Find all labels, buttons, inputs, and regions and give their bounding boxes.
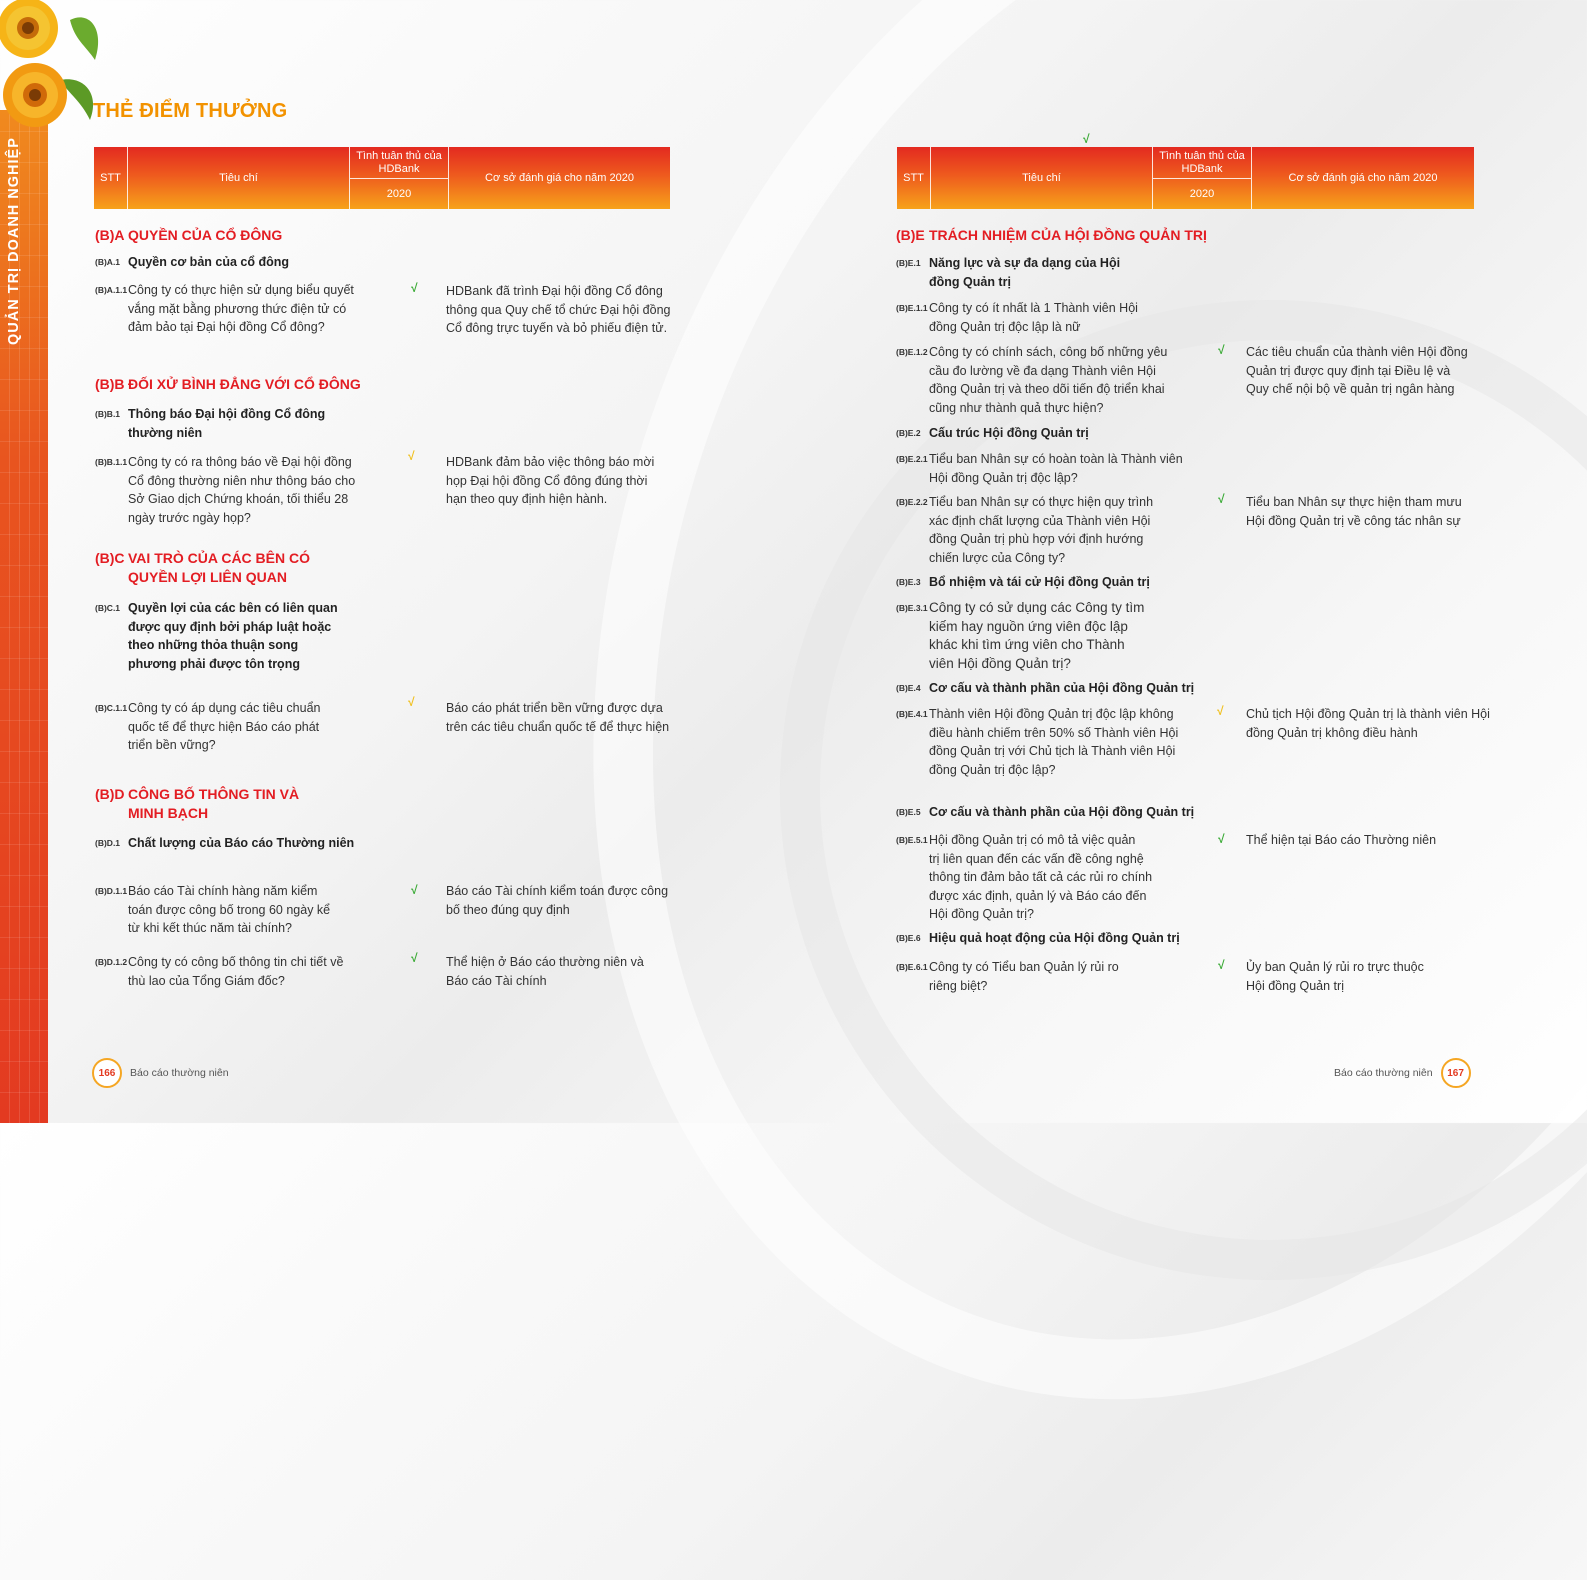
section-title: TRÁCH NHIỆM CỦA HỘI ĐỒNG QUẢN TRỊ <box>929 227 1207 243</box>
criteria-text: đồng Quản trị và theo dõi tiến độ triển khai <box>929 382 1165 396</box>
section-code: (B)D <box>95 786 125 802</box>
basis-line: Ủy ban Quản lý rủi ro trực thuộc <box>1246 960 1424 974</box>
criteria-code: (B)D.1 <box>95 838 121 848</box>
basis-line: họp Đại hội đồng Cổ đông đúng thời <box>446 473 648 488</box>
criteria-text: đồng Quản trị phù hợp với định hướng <box>929 532 1144 546</box>
criteria-code: (B)A.1 <box>95 257 121 267</box>
criteria-text: phương phải được tôn trọng <box>128 656 300 671</box>
basis-text <box>446 282 671 338</box>
criteria-text: Bổ nhiệm và tái cử Hội đồng Quản trị <box>929 575 1150 589</box>
header-compliance-label: Tình tuân thủ của HDBank <box>1153 147 1251 179</box>
basis-text <box>1246 705 1490 742</box>
criteria-code: (B)E.5.1 <box>896 835 928 845</box>
criteria-text: Cơ cấu và thành phần của Hội đồng Quản trị <box>929 681 1195 695</box>
criteria-text: cầu đo lường về đa dạng Thành viên Hội <box>929 363 1156 378</box>
criteria-code: (B)E.2 <box>896 428 921 438</box>
criteria-code: (B)E.2.2 <box>896 497 928 507</box>
section-title: MINH BẠCH <box>128 805 209 821</box>
criteria-code: (B)E.1 <box>896 258 921 268</box>
basis-line: Cổ đông trực tuyến và bỏ phiếu điện tử. <box>446 321 668 335</box>
page-title: THẺ ĐIỂM THƯỞNG <box>93 100 288 122</box>
criteria-text: Hiệu quả hoạt động của Hội đồng Quản trị <box>929 931 1180 945</box>
criteria-text: Quyền lợi của các bên có liên quan <box>128 601 338 615</box>
criteria-text: Hội đồng Quản trị độc lập? <box>929 470 1078 485</box>
criteria-code: (B)A.1.1 <box>95 285 128 295</box>
basis-text <box>446 882 668 919</box>
criteria-text: đồng Quản trị độc lập? <box>929 762 1056 777</box>
header-basis: Cơ sở đánh giá cho năm 2020 <box>485 172 634 184</box>
criteria-text: được quy định bởi pháp luật hoặc <box>128 619 332 634</box>
criteria-text: vắng mặt bằng phương thức điện tử có <box>128 301 347 316</box>
criteria-text: từ khi kết thúc năm tài chính? <box>128 921 293 935</box>
criteria-text: Chất lượng của Báo cáo Thường niên <box>128 836 355 850</box>
criteria-text: Công ty có Tiểu ban Quản lý rủi ro <box>929 960 1119 974</box>
criteria-code: (B)E.2.1 <box>896 454 928 464</box>
criteria-code: (B)B.1.1 <box>95 457 128 467</box>
basis-line: bố theo đúng quy định <box>446 902 570 917</box>
basis-line: hạn theo quy định hiện hành. <box>446 492 608 506</box>
section-code: (B)B <box>95 376 125 392</box>
basis-line: Báo cáo Tài chính <box>446 973 547 988</box>
section-title: CÔNG BỐ THÔNG TIN VÀ <box>128 786 300 802</box>
basis-line: HDBank đã trình Đại hội đồng Cổ đông <box>446 284 663 298</box>
header-stt: STT <box>897 147 931 209</box>
criteria-text: Công ty có chính sách, công bố những yêu <box>929 345 1168 359</box>
basis-line: Chủ tịch Hội đồng Quản trị là thành viên Hội <box>1246 707 1490 721</box>
criteria-text: Cấu trúc Hội đồng Quản trị <box>929 426 1089 440</box>
criteria-text: Công ty có công bố thông tin chi tiết về <box>128 955 344 969</box>
criteria-text: Công ty có ít nhất là 1 Thành viên Hội <box>929 301 1138 315</box>
header-year: 2020 <box>386 188 412 200</box>
criteria-code: (B)E.5 <box>896 807 921 817</box>
criteria-text: Tiểu ban Nhân sự có thực hiện quy trình <box>929 495 1154 509</box>
header-compliance <box>350 147 449 209</box>
criteria-code: (B)E.4 <box>896 683 921 693</box>
criteria-text: chiến lược của Công ty? <box>929 550 1066 565</box>
criteria-text: thường niên <box>128 425 203 440</box>
criteria-code: (B)D.1.2 <box>95 957 128 967</box>
criteria-text: riêng biệt? <box>929 978 988 993</box>
criteria-text: Công ty có thực hiện sử dụng biểu quyết <box>128 283 354 297</box>
basis-line: Thể hiện tại Báo cáo Thường niên <box>1246 833 1437 847</box>
criteria-code: (B)D.1.1 <box>95 886 128 896</box>
criteria-text: Báo cáo Tài chính hàng năm kiểm <box>128 884 318 898</box>
criteria-text: Hội đồng Quản trị? <box>929 907 1034 921</box>
criteria-code: (B)E.3 <box>896 577 921 587</box>
header-criteria: Tiêu chí <box>931 147 1153 209</box>
section-code: (B)A <box>95 227 125 243</box>
check-icon: √ <box>411 951 418 965</box>
page-number: 166 <box>92 1058 122 1088</box>
basis-text <box>1246 493 1462 530</box>
basis-text <box>1246 958 1424 995</box>
check-icon: √ <box>408 695 415 709</box>
basis-text <box>446 453 654 509</box>
criteria-text: Thông báo Đại hội đồng Cổ đông <box>128 407 326 421</box>
criteria-text: Cơ cấu và thành phần của Hội đồng Quản trị <box>929 805 1195 819</box>
section-title: ĐỐI XỬ BÌNH ĐẲNG VỚI CỔ ĐÔNG <box>128 376 361 392</box>
basis-line: HDBank đảm bảo việc thông báo mời <box>446 455 655 469</box>
table-header-left <box>94 147 670 209</box>
basis-line: Hội đồng Quản trị <box>1246 978 1344 993</box>
footer-left <box>92 1058 229 1088</box>
section-title: QUYỀN CỦA CỔ ĐÔNG <box>128 227 283 243</box>
criteria-text: đồng Quản trị <box>929 274 1011 289</box>
criteria-text: Tiểu ban Nhân sự có hoàn toàn là Thành viên <box>929 452 1183 466</box>
criteria-code: (B)E.1.2 <box>896 347 928 357</box>
criteria-code: (B)E.3.1 <box>896 603 928 613</box>
basis-line: đồng Quản trị không điều hành <box>1246 725 1418 740</box>
page-number: 167 <box>1441 1058 1471 1088</box>
check-icon: √ <box>1218 958 1225 972</box>
check-icon: √ <box>411 281 418 295</box>
basis-line: Quy chế nội bộ về quản trị ngân hàng <box>1246 382 1455 396</box>
criteria-text: quốc tế để thực hiện Báo cáo phát <box>128 719 320 734</box>
header-criteria: Tiêu chí <box>128 147 350 209</box>
criteria-text: kiếm hay nguồn ứng viên độc lập <box>929 618 1128 634</box>
criteria-code: (B)E.6 <box>896 933 921 943</box>
criteria-text: thù lao của Tổng Giám đốc? <box>128 973 285 988</box>
criteria-code: (B)C.1.1 <box>95 703 128 713</box>
criteria-text: Cổ đông thường niên như thông báo cho <box>128 473 356 488</box>
basis-text <box>446 699 669 736</box>
criteria-text: Sở Giao dịch Chứng khoán, tối thiểu 28 <box>128 492 349 506</box>
criteria-code: (B)B.1 <box>95 409 121 419</box>
criteria-text: Quyền cơ bản của cổ đông <box>128 255 289 269</box>
criteria-code: (B)E.1.1 <box>896 303 928 313</box>
criteria-text: cũng như thành quả thực hiện? <box>929 400 1104 415</box>
basis-line: Các tiêu chuẩn của thành viên Hội đồng <box>1246 345 1468 359</box>
criteria-text: đồng Quản trị với Chủ tịch là Thành viên Hội <box>929 744 1176 758</box>
criteria-text: khác khi tìm ứng viên cho Thành <box>929 637 1125 652</box>
basis-line: Thể hiện ở Báo cáo thường niên và <box>446 955 644 969</box>
basis-line: Báo cáo phát triển bền vững được dựa <box>446 701 663 715</box>
criteria-text: toán được công bố trong 60 ngày kể <box>128 902 331 917</box>
basis-line: Tiểu ban Nhân sự thực hiện tham mưu <box>1246 495 1462 509</box>
report-name: Báo cáo thường niên <box>1334 1067 1433 1079</box>
criteria-text: đảm bảo tại Đại hội đồng Cổ đông? <box>128 320 325 334</box>
basis-line: thông qua Quy chế tổ chức Đại hội đồng <box>446 302 671 317</box>
criteria-text: được xác định, quản lý và Báo cáo đến <box>929 888 1147 903</box>
criteria-text: đồng Quản trị độc lập là nữ <box>929 319 1081 334</box>
basis-text <box>1246 343 1468 399</box>
footer-right <box>1334 1058 1471 1088</box>
basis-line: trên các tiêu chuẩn quốc tế để thực hiện <box>446 719 670 734</box>
criteria-text: Hội đồng Quản trị có mô tả việc quản <box>929 833 1136 847</box>
header-year: 2020 <box>1189 188 1215 200</box>
check-icon: √ <box>1218 492 1225 506</box>
table-header-right <box>897 147 1474 209</box>
header-stt: STT <box>94 147 128 209</box>
basis-line: Báo cáo Tài chính kiểm toán được công <box>446 884 669 898</box>
criteria-text: ngày trước ngày họp? <box>128 510 251 525</box>
criteria-text: viên Hội đồng Quản trị? <box>929 655 1071 671</box>
criteria-code: (B)E.6.1 <box>896 962 928 972</box>
check-icon: √ <box>1218 343 1225 357</box>
criteria-text: Thành viên Hội đồng Quản trị độc lập không <box>929 707 1174 721</box>
header-compliance-label: Tình tuân thủ của HDBank <box>350 147 448 179</box>
criteria-code: (B)E.4.1 <box>896 709 928 719</box>
criteria-text: theo những thỏa thuận song <box>128 638 299 652</box>
criteria-text: Công ty có sử dụng các Công ty tìm <box>929 600 1145 615</box>
header-compliance <box>1153 147 1252 209</box>
header-basis: Cơ sở đánh giá cho năm 2020 <box>1288 172 1438 184</box>
criteria-text: điều hành chiếm trên 50% số Thành viên Hội <box>929 725 1179 740</box>
section-code: (B)C <box>95 550 125 566</box>
basis-line: Quản trị được quy định tại Điều lệ và <box>1246 363 1451 378</box>
criteria-text: triển bền vững? <box>128 738 216 752</box>
criteria-text: xác định chất lượng của Thành viên Hội <box>929 513 1151 528</box>
section-side-label <box>6 305 46 345</box>
criteria-text: trị liên quan đến các vấn đề công nghệ <box>929 851 1144 866</box>
check-icon: √ <box>1217 704 1224 718</box>
criteria-text: Năng lực và sự đa dạng của Hội <box>929 256 1121 270</box>
criteria-text: Công ty có ra thông báo về Đại hội đồng <box>128 455 352 469</box>
check-icon: √ <box>1083 132 1090 146</box>
criteria-text: thông tin đảm bảo tất cả các rủi ro chính <box>929 870 1153 884</box>
criteria-text: Công ty có áp dụng các tiêu chuẩn <box>128 701 321 715</box>
check-icon: √ <box>1218 832 1225 846</box>
basis-text <box>1246 831 1436 850</box>
criteria-code: (B)C.1 <box>95 603 121 613</box>
section-title: QUYỀN LỢI LIÊN QUAN <box>128 569 287 585</box>
basis-text <box>446 953 644 990</box>
check-icon: √ <box>411 883 418 897</box>
report-name: Báo cáo thường niên <box>130 1067 229 1079</box>
section-title: VAI TRÒ CỦA CÁC BÊN CÓ <box>128 550 310 566</box>
basis-line: Hội đồng Quản trị về công tác nhân sự <box>1246 513 1461 528</box>
section-code: (B)E <box>896 227 925 243</box>
check-icon: √ <box>408 449 415 463</box>
